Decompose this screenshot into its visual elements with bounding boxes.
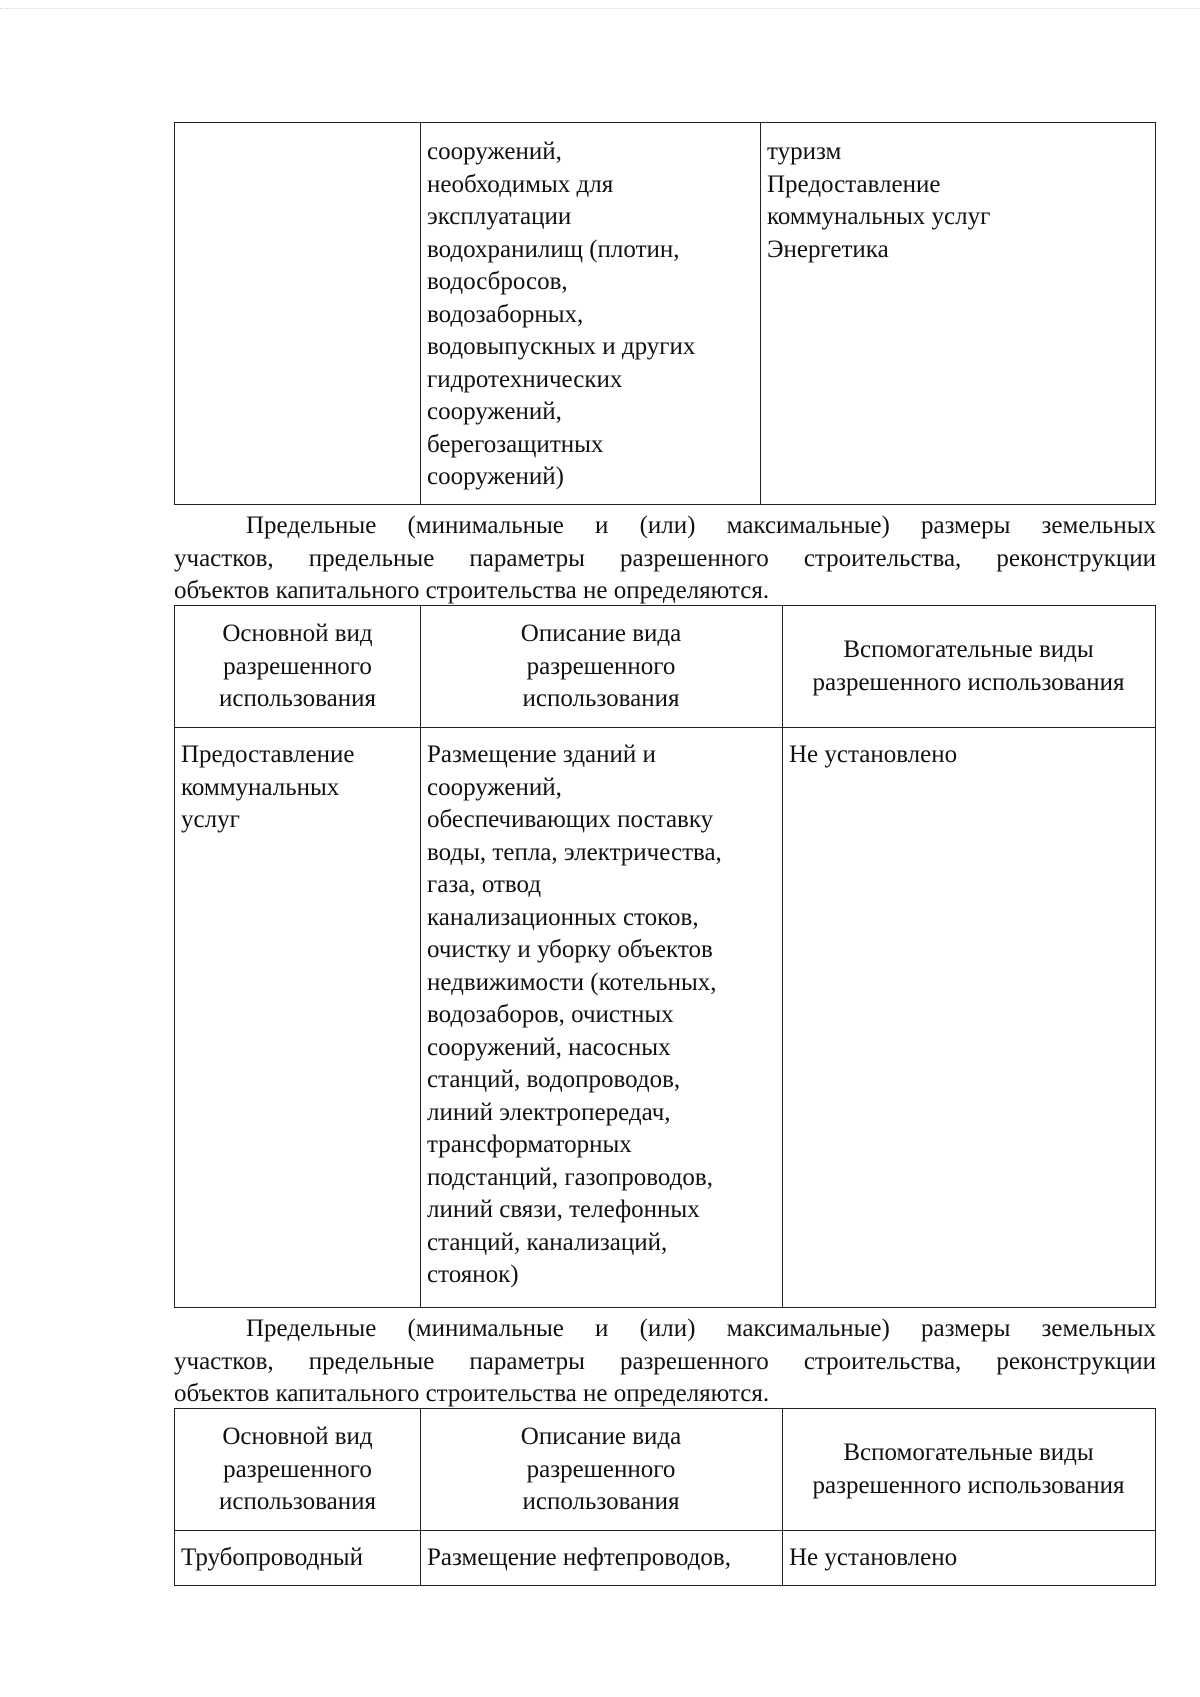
limits-paragraph-2 <box>174 1313 1156 1411</box>
header-description: Описание вида разрешенного использования <box>520 620 682 712</box>
use-types-table-utilities <box>174 605 1156 1308</box>
header-divider <box>175 727 1155 728</box>
header-description: Описание вида разрешенного использования <box>520 1423 682 1515</box>
header-main-use: Основной вид разрешенного использования <box>219 1423 376 1515</box>
paragraph-line: Предельные (минимальные и (или) максимальные) размеры земельных <box>246 1315 1156 1342</box>
limits-paragraph-1 <box>174 510 1156 608</box>
header-main-use: Основной вид разрешенного использования <box>219 620 376 712</box>
row-auxiliary-uses: Не установлено <box>789 1544 958 1571</box>
paragraph-line: Предельные (минимальные и (или) максимальные) размеры земельных <box>246 512 1156 539</box>
column-divider <box>420 123 421 504</box>
header-auxiliary-uses: Вспомогательные виды разрешенного использования <box>812 636 1125 696</box>
column-divider <box>760 123 761 504</box>
row-description: Размещение зданий и сооружений, обеспечивающих поставку воды, тепла, электричества, газа, отвод канализационных стоков, очистку и уборку объектов недвижимости (котельных, водозаборов, очистных сооружений, насосных станций, водопроводов, линий электропередач, трансформаторных подстанций, газопроводов, линий связи, телефонных станций, канализаций, стоянок) <box>427 741 722 1288</box>
column-divider <box>782 606 783 1307</box>
paragraph-line: объектов капитального строительства не определяются. <box>174 1380 770 1407</box>
table1-cell-main-use <box>175 123 420 504</box>
row-main-use: Трубопроводный <box>181 1544 363 1571</box>
header-divider <box>175 1530 1155 1531</box>
paragraph-line: участков, предельные параметры разрешенного строительства, реконструкции <box>174 544 1156 572</box>
use-types-table-pipeline <box>174 1408 1156 1586</box>
row-main-use: Предоставление коммунальных услуг <box>181 741 355 833</box>
continuation-table <box>174 122 1156 505</box>
table1-cell-description: сооружений, необходимых для эксплуатации водохранилищ (плотин, водосбросов, водозаборных, водовыпускных и других гидротехнических сооружений, берегозащитных сооружений) <box>427 138 696 490</box>
row-description: Размещение нефтепроводов, <box>427 1544 731 1571</box>
table1-cell-auxiliary-uses: туризм Предоставление коммунальных услуг Энергетика <box>767 138 991 263</box>
paragraph-line: участков, предельные параметры разрешенного строительства, реконструкции <box>174 1347 1156 1375</box>
row-auxiliary-uses: Не установлено <box>789 741 958 768</box>
scan-edge-line <box>0 8 1200 9</box>
paragraph-line: объектов капитального строительства не определяются. <box>174 577 770 604</box>
header-auxiliary-uses: Вспомогательные виды разрешенного использования <box>812 1439 1125 1499</box>
